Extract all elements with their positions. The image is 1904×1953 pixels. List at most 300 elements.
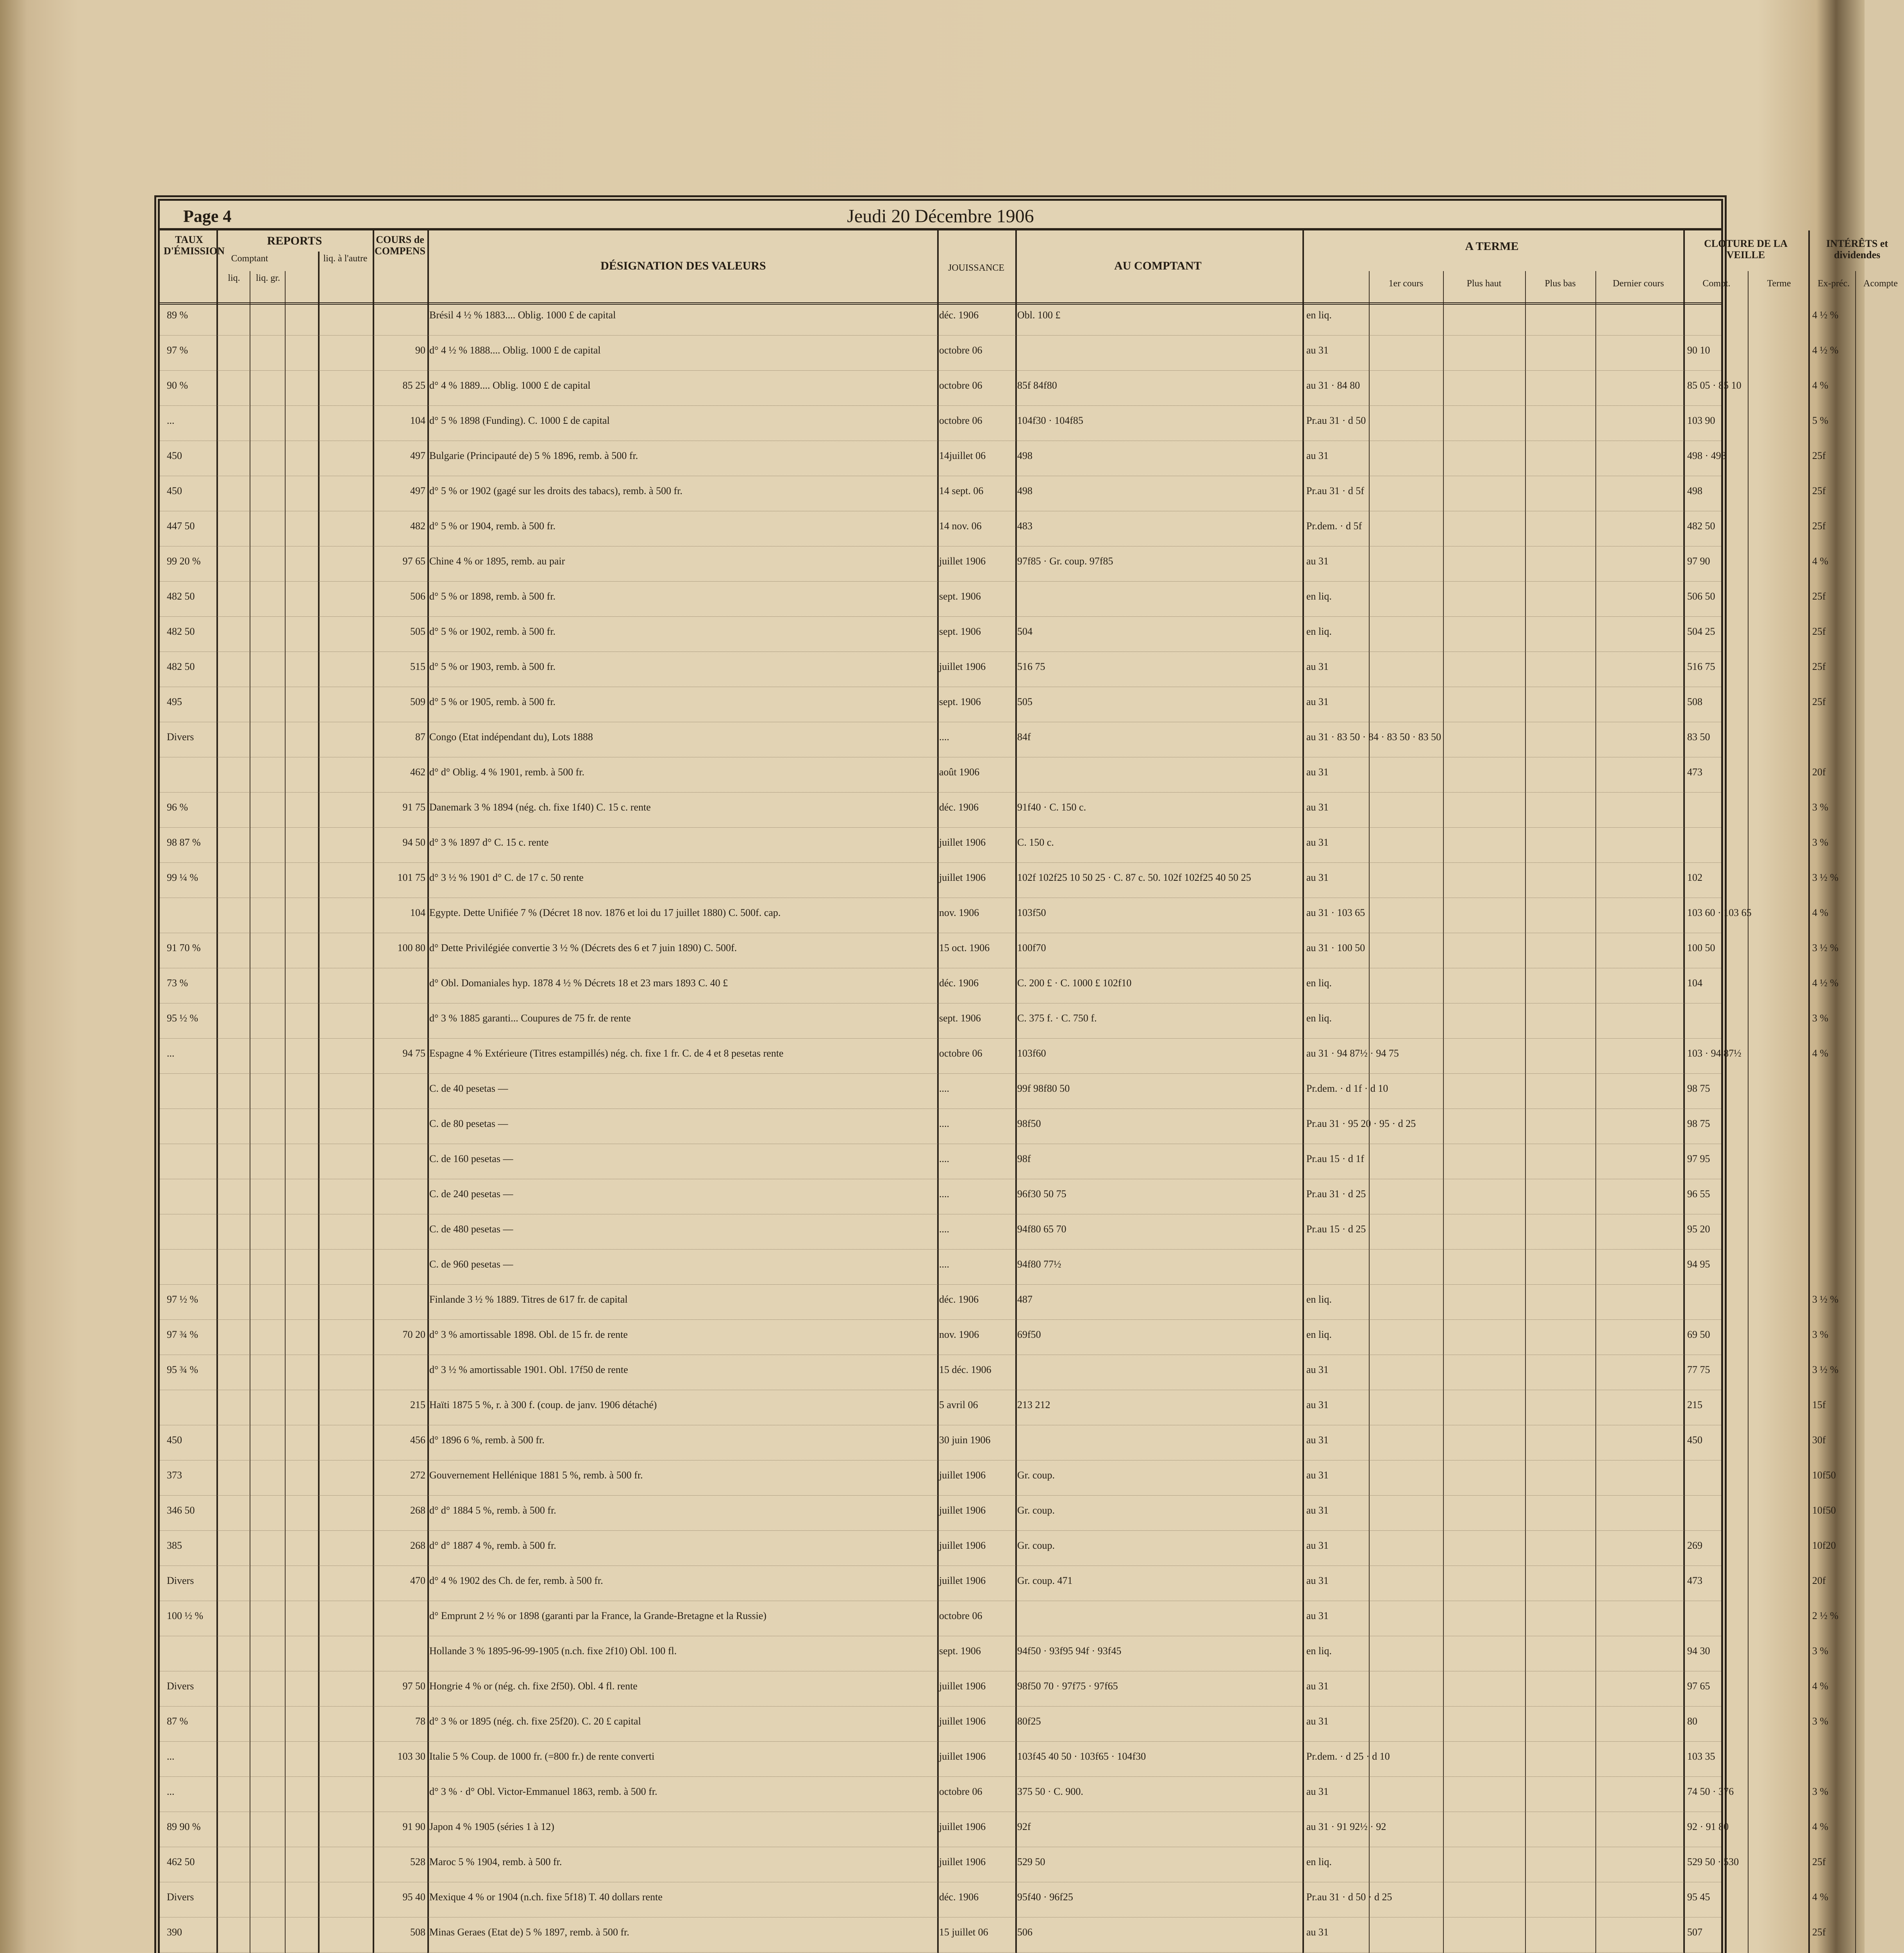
row-cours: 505	[410, 626, 425, 637]
row-comptant: 94f80 65 70	[1017, 1223, 1066, 1235]
row-cloture: 103 90	[1687, 415, 1715, 426]
row-terme: Pr.dem. · d 1f · d 10	[1306, 1083, 1388, 1094]
table-row	[160, 1748, 1721, 1777]
row-taux: 89 90 %	[167, 1821, 201, 1832]
table-row	[160, 482, 1826, 511]
row-interets: 20f	[1812, 1575, 1826, 1586]
row-taux: 462 50	[167, 1856, 195, 1867]
table-row	[160, 1115, 1721, 1144]
col-reports-liq-autre: liq. à l'autre	[323, 253, 368, 264]
row-designation: d° 5 % or 1898, remb. à 500 fr.	[429, 591, 556, 602]
row-taux: Divers	[167, 731, 194, 743]
row-interets: 15f	[1812, 1399, 1826, 1410]
row-comptant: 104f30 · 104f85	[1017, 415, 1083, 426]
row-comptant: 505	[1017, 696, 1032, 707]
row-comptant: 98f50	[1017, 1118, 1041, 1129]
table-row	[160, 1220, 1721, 1250]
row-cours: 456	[410, 1434, 425, 1446]
table-row	[160, 1080, 1721, 1109]
row-designation: Hongrie 4 % or (nég. ch. fixe 2f50). Obl. 4 fl. rente	[429, 1680, 638, 1692]
row-interets: 3 ½ %	[1812, 1364, 1839, 1375]
row-designation: d° 3 % 1897 d° C. 15 c. rente	[429, 837, 549, 848]
row-designation: Maroc 5 % 1904, remb. à 500 fr.	[429, 1856, 562, 1867]
row-designation: Congo (Etat indépendant du), Lots 1888	[429, 731, 593, 743]
row-comptant: 98f	[1017, 1153, 1031, 1164]
row-terme: au 31	[1306, 1434, 1329, 1446]
row-terme: en liq.	[1306, 591, 1332, 602]
row-cloture: 95 20	[1687, 1223, 1710, 1235]
row-jouissance: 30 juin 1906	[939, 1434, 991, 1446]
table-row	[160, 658, 1826, 687]
table-row	[160, 1712, 1829, 1742]
row-jouissance: octobre 06	[939, 1786, 982, 1797]
row-designation: Mexique 4 % or 1904 (n.ch. fixe 5f18) T. 40 dollars rente	[429, 1891, 663, 1903]
row-terme: Pr.au 15 · d 1f	[1306, 1153, 1365, 1164]
row-comptant: 69f50	[1017, 1329, 1041, 1340]
table-row	[160, 798, 1829, 828]
row-taux: Divers	[167, 1680, 194, 1692]
col-reports-liq: liq.	[228, 273, 240, 283]
table-row	[160, 587, 1826, 617]
row-jouissance: juillet 1906	[939, 1540, 986, 1551]
row-designation: d° 5 % or 1903, remb. à 500 fr.	[429, 661, 556, 672]
row-taux: 90 %	[167, 380, 188, 391]
row-interets: 4 ½ %	[1812, 977, 1839, 989]
row-cours: 482	[410, 520, 425, 532]
row-cloture: 473	[1687, 1575, 1702, 1586]
row-comptant: C. 375 f. · C. 750 f.	[1017, 1012, 1097, 1024]
row-cloture: 103 60 · 103 65	[1687, 907, 1752, 918]
row-designation: d° 4 % 1902 des Ch. de fer, remb. à 500 fr.	[429, 1575, 603, 1586]
table-header-rule	[160, 230, 1721, 305]
row-terme: Pr.dem. · d 25 · d 10	[1306, 1751, 1390, 1762]
row-designation: C. de 240 pesetas —	[429, 1188, 513, 1200]
row-designation: d° Emprunt 2 ½ % or 1898 (garanti par la France, la Grande-Bretagne et la Russie)	[429, 1610, 767, 1621]
row-cours: 268	[410, 1540, 425, 1551]
row-interets: 10f20	[1812, 1540, 1836, 1551]
row-terme: au 31 · 100 50	[1306, 942, 1365, 953]
row-taux: 96 %	[167, 802, 188, 813]
row-jouissance: sept. 1906	[939, 696, 981, 707]
row-cours: 78	[415, 1716, 425, 1727]
col-dernier-cours: Dernier cours	[1613, 278, 1664, 289]
row-cours: 100 80	[397, 942, 425, 953]
row-designation: C. de 960 pesetas —	[429, 1259, 513, 1270]
row-interets: 2 ½ %	[1812, 1610, 1839, 1621]
table-row	[160, 974, 1839, 1003]
row-jouissance: 15 déc. 1906	[939, 1364, 991, 1375]
row-cloture: 506 50	[1687, 591, 1715, 602]
row-terme: au 31	[1306, 1926, 1329, 1938]
row-comptant: Gr. coup.	[1017, 1469, 1055, 1481]
table-row	[160, 1783, 1829, 1812]
row-jouissance: juillet 1906	[939, 1575, 986, 1586]
row-interets: 25f	[1812, 626, 1826, 637]
row-jouissance: octobre 06	[939, 380, 982, 391]
row-cours: 497	[410, 450, 425, 461]
row-cours: 91 75	[402, 802, 425, 813]
col-terme-header: A TERME	[1465, 240, 1519, 253]
row-jouissance: déc. 1906	[939, 977, 979, 989]
row-designation: Bulgarie (Principauté de) 5 % 1896, remb. à 500 fr.	[429, 450, 638, 461]
row-cours: 515	[410, 661, 425, 672]
table-row	[160, 1853, 1826, 1882]
table-row	[160, 1009, 1829, 1039]
row-designation: d° d° 1884 5 %, remb. à 500 fr.	[429, 1505, 556, 1516]
col-cloture-compt: Compt.	[1702, 278, 1731, 289]
row-terme: au 31	[1306, 802, 1329, 813]
row-jouissance: ....	[939, 731, 949, 743]
row-terme: au 31	[1306, 1364, 1329, 1375]
row-terme: en liq.	[1306, 309, 1332, 321]
row-cloture: 102	[1687, 872, 1702, 883]
row-cours: 87	[415, 731, 425, 743]
row-interets: 25f	[1812, 1856, 1826, 1867]
row-terme: en liq.	[1306, 1012, 1332, 1024]
row-comptant: 103f50	[1017, 907, 1046, 918]
row-taux: 95 ½ %	[167, 1012, 198, 1024]
row-comptant: 498	[1017, 485, 1032, 496]
row-interets: 4 %	[1812, 1821, 1829, 1832]
row-cours: 272	[410, 1469, 425, 1481]
row-designation: Minas Geraes (Etat de) 5 % 1897, remb. à 500 fr.	[429, 1926, 629, 1938]
row-cloture: 269	[1687, 1540, 1702, 1551]
row-jouissance: déc. 1906	[939, 1294, 979, 1305]
row-comptant: 94f50 · 93f95 94f · 93f45	[1017, 1645, 1122, 1657]
row-interets: 4 %	[1812, 1048, 1829, 1059]
row-cloture: 450	[1687, 1434, 1702, 1446]
row-cloture: 94 30	[1687, 1645, 1710, 1657]
row-cours: 95 40	[402, 1891, 425, 1903]
table-row	[160, 517, 1826, 546]
table-row	[160, 1923, 1826, 1953]
row-cours: 497	[410, 485, 425, 496]
row-cours: 90	[415, 345, 425, 356]
row-taux: 97 %	[167, 345, 188, 356]
row-interets: 4 ½ %	[1812, 309, 1839, 321]
row-designation: Japon 4 % 1905 (séries 1 à 12)	[429, 1821, 554, 1832]
row-cours: 268	[410, 1505, 425, 1516]
row-taux: 450	[167, 485, 182, 496]
row-taux: 450	[167, 1434, 182, 1446]
row-comptant: 504	[1017, 626, 1032, 637]
row-interets: 25f	[1812, 661, 1826, 672]
row-cloture: 85 05 · 85 10	[1687, 380, 1741, 391]
row-designation: d° 5 % or 1902 (gagé sur les droits des tabacs), remb. à 500 fr.	[429, 485, 682, 496]
row-designation: d° Obl. Domaniales hyp. 1878 4 ½ % Décrets 18 et 23 mars 1893 C. 40 £	[429, 977, 728, 989]
row-jouissance: 14 sept. 06	[939, 485, 984, 496]
row-cours: 101 75	[397, 872, 425, 883]
row-interets: 3 ½ %	[1812, 872, 1839, 883]
row-terme: en liq.	[1306, 626, 1332, 637]
row-terme: au 31	[1306, 661, 1329, 672]
col-designation-header: DÉSIGNATION DES VALEURS	[600, 259, 766, 272]
table-row	[160, 1677, 1829, 1707]
row-taux: 87 %	[167, 1716, 188, 1727]
row-jouissance: ....	[939, 1188, 949, 1200]
row-comptant: 94f80 77½	[1017, 1259, 1061, 1270]
row-cloture: 498	[1687, 485, 1702, 496]
row-terme: au 31	[1306, 696, 1329, 707]
row-cloture: 516 75	[1687, 661, 1715, 672]
row-interets: 4 %	[1812, 907, 1829, 918]
row-interets: 25f	[1812, 485, 1826, 496]
row-interets: 3 %	[1812, 802, 1829, 813]
row-interets: 30f	[1812, 1434, 1826, 1446]
row-comptant: 85f 84f80	[1017, 380, 1057, 391]
row-taux: 390	[167, 1926, 182, 1938]
row-comptant: 100f70	[1017, 942, 1046, 953]
row-cloture: 95 45	[1687, 1891, 1710, 1903]
table-row	[160, 1818, 1829, 1847]
row-interets: 4 %	[1812, 555, 1829, 567]
row-jouissance: ....	[939, 1259, 949, 1270]
row-cloture: 498 · 498	[1687, 450, 1726, 461]
row-jouissance: 14 nov. 06	[939, 520, 982, 532]
col-plus-bas: Plus bas	[1545, 278, 1576, 289]
row-taux: 385	[167, 1540, 182, 1551]
row-jouissance: juillet 1906	[939, 1856, 986, 1867]
row-jouissance: ....	[939, 1223, 949, 1235]
row-comptant: 103f60	[1017, 1048, 1046, 1059]
row-designation: d° 1896 6 %, remb. à 500 fr.	[429, 1434, 545, 1446]
row-cloture: 482 50	[1687, 520, 1715, 532]
col-reports-liq-gr: liq. gr.	[255, 273, 280, 283]
table-row	[160, 1607, 1839, 1636]
row-interets: 3 %	[1812, 837, 1829, 848]
col-ex-prec: Ex-préc.	[1818, 278, 1850, 289]
row-terme: Pr.au 31 · d 50 · d 25	[1306, 1891, 1392, 1903]
row-terme: au 31	[1306, 1680, 1329, 1692]
row-terme: en liq.	[1306, 1645, 1332, 1657]
row-cloture: 473	[1687, 766, 1702, 778]
row-comptant: 96f30 50 75	[1017, 1188, 1066, 1200]
row-designation: d° 3 % · d° Obl. Victor-Emmanuel 1863, remb. à 500 fr.	[429, 1786, 657, 1797]
row-comptant: 487	[1017, 1294, 1032, 1305]
row-comptant: 84f	[1017, 731, 1031, 743]
row-taux: 98 87 %	[167, 837, 201, 848]
row-jouissance: ....	[939, 1118, 949, 1129]
table-row	[160, 1466, 1836, 1496]
row-jouissance: 5 avril 06	[939, 1399, 978, 1410]
col-interets-header: INTÉRÊTS et dividendes	[1826, 238, 1888, 261]
row-cloture: 100 50	[1687, 942, 1715, 953]
table-row	[160, 1255, 1721, 1285]
row-designation: d° 4 ½ % 1888.... Oblig. 1000 £ de capital	[429, 345, 601, 356]
row-terme: au 31	[1306, 1469, 1329, 1481]
row-comptant: 103f45 40 50 · 103f65 · 104f30	[1017, 1751, 1146, 1762]
column-rule	[1808, 230, 1810, 1953]
row-interets: 10f50	[1812, 1505, 1836, 1516]
row-interets: 3 %	[1812, 1012, 1829, 1024]
row-taux: ...	[167, 1751, 175, 1762]
row-taux: ...	[167, 415, 175, 426]
row-designation: d° 5 % or 1905, remb. à 500 fr.	[429, 696, 556, 707]
table-row	[160, 412, 1829, 441]
row-jouissance: sept. 1906	[939, 591, 981, 602]
row-interets: 25f	[1812, 450, 1826, 461]
table-row	[160, 1537, 1836, 1566]
row-designation: d° 5 % or 1904, remb. à 500 fr.	[429, 520, 556, 532]
row-terme: au 31 · 83 50 · 84 · 83 50 · 83 50	[1306, 731, 1441, 743]
row-comptant: 516 75	[1017, 661, 1045, 672]
row-jouissance: déc. 1906	[939, 1891, 979, 1903]
row-comptant: C. 200 £ · C. 1000 £ 102f10	[1017, 977, 1132, 989]
row-comptant: 91f40 · C. 150 c.	[1017, 802, 1086, 813]
row-designation: d° 3 % amortissable 1898. Obl. de 15 fr. de rente	[429, 1329, 628, 1340]
table-row	[160, 869, 1839, 898]
col-taux-header: TAUX D'ÉMISSION	[164, 234, 225, 257]
row-interets: 25f	[1812, 1926, 1826, 1938]
row-taux: 97 ½ %	[167, 1294, 198, 1305]
row-terme: au 31 · 94 87½ · 94 75	[1306, 1048, 1399, 1059]
row-cours: 70 20	[402, 1329, 425, 1340]
col-comptant-header: AU COMPTANT	[1114, 259, 1202, 272]
table-row	[160, 904, 1829, 933]
table-row	[160, 1572, 1826, 1601]
col-cloture-header: CLOTURE DE LA VEILLE	[1704, 238, 1788, 261]
table-row	[160, 834, 1829, 863]
table-row	[160, 341, 1839, 371]
row-taux: 89 %	[167, 309, 188, 321]
row-designation: d° 3 % 1885 garanti... Coupures de 75 fr. de rente	[429, 1012, 631, 1024]
row-cloture: 94 95	[1687, 1259, 1710, 1270]
table-row	[160, 763, 1826, 793]
row-designation: Italie 5 % Coup. de 1000 fr. (=800 fr.) de rente converti	[429, 1751, 655, 1762]
row-jouissance: juillet 1906	[939, 872, 986, 883]
row-jouissance: octobre 06	[939, 1610, 982, 1621]
table-row	[160, 1291, 1839, 1320]
row-cloture: 103 35	[1687, 1751, 1715, 1762]
row-cours: 91 90	[402, 1821, 425, 1832]
row-cloture: 98 75	[1687, 1118, 1710, 1129]
row-comptant: Gr. coup.	[1017, 1505, 1055, 1516]
row-designation: d° Dette Privilégiée convertie 3 ½ % (Décrets des 6 et 7 juin 1890) C. 500f.	[429, 942, 737, 953]
table-row	[160, 623, 1826, 652]
row-cloture: 97 95	[1687, 1153, 1710, 1164]
row-jouissance: octobre 06	[939, 415, 982, 426]
table-row	[160, 1044, 1829, 1074]
row-cours: 94 50	[402, 837, 425, 848]
row-jouissance: sept. 1906	[939, 1645, 981, 1657]
row-cloture: 507	[1687, 1926, 1702, 1938]
row-comptant: 95f40 · 96f25	[1017, 1891, 1073, 1903]
row-comptant: 213 212	[1017, 1399, 1050, 1410]
row-jouissance: déc. 1906	[939, 802, 979, 813]
row-cours: 508	[410, 1926, 425, 1938]
row-taux: 450	[167, 450, 182, 461]
page-header	[160, 201, 1721, 230]
row-comptant: C. 150 c.	[1017, 837, 1054, 848]
table-row	[160, 693, 1826, 722]
row-terme: au 31	[1306, 1575, 1329, 1586]
row-interets: 3 %	[1812, 1786, 1829, 1797]
row-taux: 91 70 %	[167, 942, 201, 953]
row-terme: Pr.dem. · d 5f	[1306, 520, 1362, 532]
row-cours: 528	[410, 1856, 425, 1867]
row-comptant: 99f 98f80 50	[1017, 1083, 1070, 1094]
table-row	[160, 552, 1829, 582]
row-designation: Danemark 3 % 1894 (nég. ch. fixe 1f40) C. 15 c. rente	[429, 802, 651, 813]
table-row	[160, 1431, 1826, 1460]
table-row	[160, 1501, 1836, 1531]
row-terme: en liq.	[1306, 1329, 1332, 1340]
row-terme: en liq.	[1306, 977, 1332, 989]
row-taux: 482 50	[167, 661, 195, 672]
row-terme: au 31	[1306, 766, 1329, 778]
row-designation: d° 3 ½ % 1901 d° C. de 17 c. 50 rente	[429, 872, 584, 883]
row-comptant: 80f25	[1017, 1716, 1041, 1727]
row-terme: au 31	[1306, 1786, 1329, 1797]
row-cloture: 98 75	[1687, 1083, 1710, 1094]
table-row	[160, 1326, 1829, 1355]
row-comptant: 92f	[1017, 1821, 1031, 1832]
row-jouissance: juillet 1906	[939, 1751, 986, 1762]
row-taux: Divers	[167, 1891, 194, 1903]
page-date: Jeudi 20 Décembre 1906	[847, 206, 1034, 227]
row-cours: 97 50	[402, 1680, 425, 1692]
row-designation: Hollande 3 % 1895-96-99-1905 (n.ch. fixe 2f10) Obl. 100 fl.	[429, 1645, 677, 1657]
row-taux: 95 ¾ %	[167, 1364, 198, 1375]
table-row	[160, 1185, 1721, 1214]
col-cloture-terme: Terme	[1767, 278, 1791, 289]
row-cloture: 529 50 · 530	[1687, 1856, 1739, 1867]
row-terme: au 31	[1306, 1610, 1329, 1621]
row-taux: 99 ¼ %	[167, 872, 198, 883]
row-interets: 4 %	[1812, 380, 1829, 391]
row-jouissance: nov. 1906	[939, 1329, 979, 1340]
row-cours: 103 30	[397, 1751, 425, 1762]
row-taux: Divers	[167, 1575, 194, 1586]
row-taux: 447 50	[167, 520, 195, 532]
row-comptant: Gr. coup. 471	[1017, 1575, 1073, 1586]
table-row	[160, 447, 1826, 476]
col-acompte: Acompte	[1863, 278, 1898, 289]
table-row	[160, 1361, 1839, 1390]
row-terme: au 31	[1306, 450, 1329, 461]
row-cloture: 97 65	[1687, 1680, 1710, 1692]
row-cloture: 77 75	[1687, 1364, 1710, 1375]
row-taux: 495	[167, 696, 182, 707]
row-jouissance: juillet 1906	[939, 1469, 986, 1481]
row-comptant: 483	[1017, 520, 1032, 532]
row-cloture: 80	[1687, 1716, 1697, 1727]
row-interets: 3 %	[1812, 1716, 1829, 1727]
row-jouissance: octobre 06	[939, 345, 982, 356]
row-cloture: 104	[1687, 977, 1702, 989]
row-interets: 4 ½ %	[1812, 345, 1839, 356]
table-row	[160, 306, 1839, 336]
row-interets: 4 %	[1812, 1680, 1829, 1692]
row-jouissance: déc. 1906	[939, 309, 979, 321]
row-cours: 509	[410, 696, 425, 707]
row-cours: 470	[410, 1575, 425, 1586]
row-designation: Espagne 4 % Extérieure (Titres estampillés) nég. ch. fixe 1 fr. C. de 4 et 8 pesetas rente	[429, 1048, 784, 1059]
row-jouissance: juillet 1906	[939, 1716, 986, 1727]
col-reports-comptant: Comptant	[231, 253, 268, 264]
row-terme: au 31	[1306, 345, 1329, 356]
row-designation: Finlande 3 ½ % 1889. Titres de 617 fr. de capital	[429, 1294, 628, 1305]
row-jouissance: nov. 1906	[939, 907, 979, 918]
row-designation: C. de 80 pesetas —	[429, 1118, 508, 1129]
row-jouissance: juillet 1906	[939, 661, 986, 672]
row-jouissance: 15 juillet 06	[939, 1926, 988, 1938]
row-cloture: 504 25	[1687, 626, 1715, 637]
row-comptant: 97f85 · Gr. coup. 97f85	[1017, 555, 1113, 567]
row-jouissance: juillet 1906	[939, 555, 986, 567]
row-comptant: 529 50	[1017, 1856, 1045, 1867]
row-jouissance: octobre 06	[939, 1048, 982, 1059]
